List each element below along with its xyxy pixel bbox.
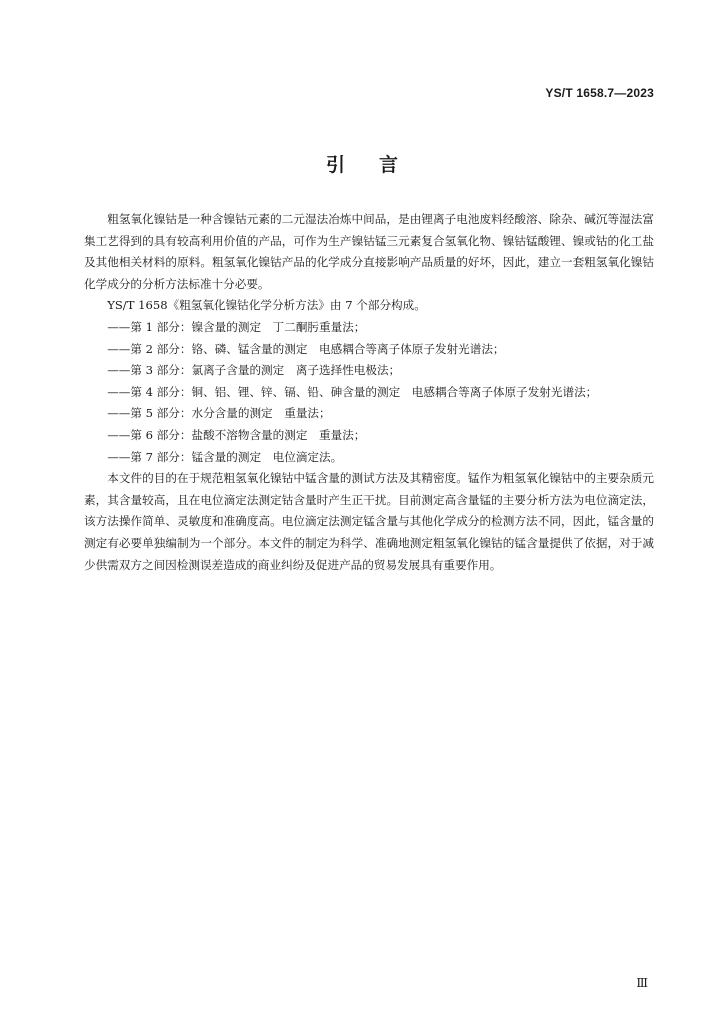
- list-item: ——第 2 部分：铬、磷、锰含量的测定 电感耦合等离子体原子发射光谱法；: [107, 341, 505, 356]
- document-code: YS/T 1658.7—2023: [545, 86, 654, 100]
- list-item: ——第 3 部分：氯离子含量的测定 离子选择性电极法；: [107, 363, 401, 378]
- structure-paragraph: YS/T 1658《粗氢氧化镍钴化学分析方法》由 7 个部分构成。: [107, 298, 426, 313]
- list-item: ——第 5 部分：水分含量的测定 重量法；: [107, 406, 331, 421]
- intro-paragraph: 粗氢氧化镍钴是一种含镍钴元素的二元湿法冶炼中间品，是由锂离子电池废料经酸溶、除杂、碱沉等湿法富集工艺得到的具有较高利用价值的产品，可作为生产镍钴锰三元素复合氢氧化物、镍钴锰酸锂、镍或钴的化工盐及其他相关材料的原料。粗氢氧化镍钴产品的化学成分直接影响产品质量的好坏，因此，建立一套粗氢氧化镍钴化学成分的分析方法标准十分必要。: [84, 212, 654, 291]
- purpose-paragraph: 本文件的目的在于规范粗氢氧化镍钴中锰含量的测试方法及其精密度。锰作为粗氢氧化镍钴中的主要杂质元素，其含量较高，且在电位滴定法测定钴含量时产生正干扰。目前测定高含量锰的主要分析方法为电位滴定法，该方法操作简单、灵敏度和准确度高。电位滴定法测定锰含量与其他化学成分的检测方法不同，因此，锰含量的测定有必要单独编制为一个部分。本文件的制定为科学、准确地测定粗氢氧化镍钴的锰含量提供了依据，对于减少供需双方之间因检测误差造成的商业纠纷及促进产品的贸易发展具有重要作用。: [84, 471, 654, 572]
- list-item: ——第 6 部分：盐酸不溶物含量的测定 重量法；: [107, 427, 366, 442]
- list-item: ——第 4 部分：铜、铝、锂、锌、镉、铅、砷含量的测定 电感耦合等离子体原子发射光谱法；: [107, 384, 598, 399]
- document-body: [84, 209, 654, 576]
- list-item: ——第 1 部分：镍含量的测定 丁二酮肟重量法；: [107, 319, 366, 334]
- parts-list: [84, 317, 654, 468]
- page-number: Ⅲ: [636, 976, 648, 990]
- list-item: ——第 7 部分：锰含量的测定 电位滴定法。: [107, 449, 343, 464]
- page-title: 引言: [325, 154, 432, 176]
